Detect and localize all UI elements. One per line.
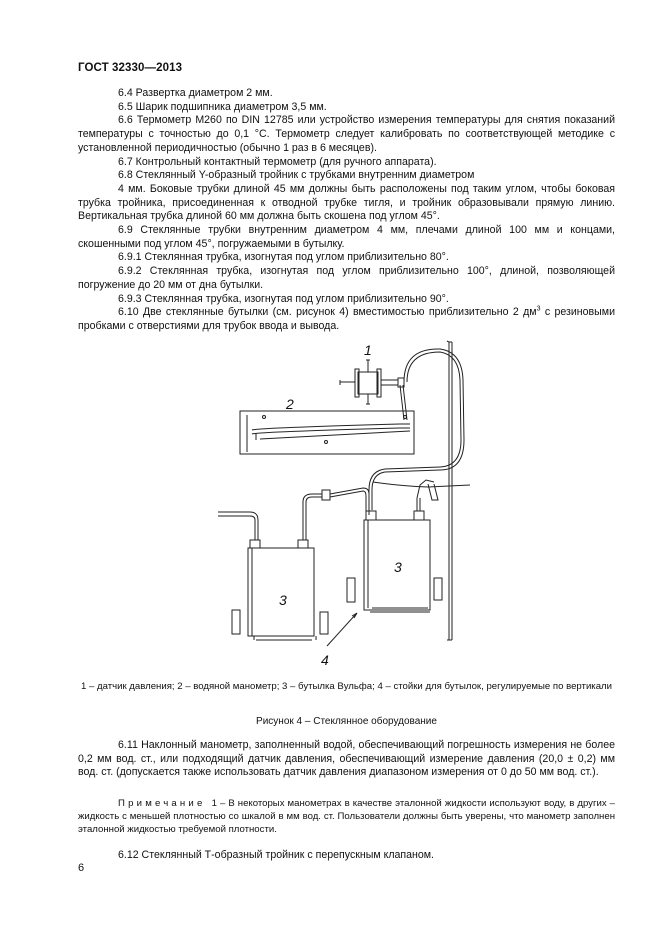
note-number: 1	[211, 798, 217, 809]
paragraph-6-5: 6.5 Шарик подшипника диаметром 3,5 мм.	[118, 100, 327, 113]
page-number: 6	[78, 862, 85, 874]
label-bottle-right: 3	[394, 559, 402, 575]
paragraph-6-11: 6.11 Наклонный манометр, заполненный водой, обеспечивающий погрешность измерения не более 0,2 мм вод. ст., или подходящий датчик давления, обеспечивающий измерение давления (20,0 ± 0,2) мм вод. ст. (допускается также использовать датчик давления диапазоном измерения от 0 до 50 мм вод. ст.).	[78, 739, 615, 779]
paragraph-6-9-1: 6.9.1 Стеклянная трубка, изогнутая под углом приблизительно 80°.	[118, 251, 449, 264]
label-stands: 4	[321, 652, 329, 668]
figure-legend: 1 – датчик давления; 2 – водяной манометр; 3 – бутылка Вульфа; 4 – стойки для бутылок, регулируемые по вертикали	[80, 681, 613, 692]
paragraph-6-4: 6.4 Развертка диаметром 2 мм.	[118, 87, 273, 99]
note-text: – В некоторых манометрах в качестве эталонной жидкости используют воду, в других – жидкость с меньшей плотностью со шкалой в мм вод. ст. Пользователи должны быть уверены, что манометр заполнен эталонной жидкостью требуемой плотности.	[78, 798, 616, 835]
paragraph-6-9: 6.9 Стеклянные трубки внутренним диаметром 4 мм, плечами длиной 100 мм и концами, скошенными под углом 45°, погружаемыми в бутылку.	[78, 224, 615, 250]
paragraph-6-11-block	[78, 739, 615, 780]
stand-leader	[327, 614, 356, 646]
paragraph-6-9-2: 6.9.2 Стеклянная трубка, изогнутая под углом приблизительно 100°, длиной, позволяющей погружение до 20 мм от дна бутылки.	[78, 265, 615, 291]
paragraph-6-8-cont: 4 мм. Боковые трубки длиной 45 мм должны быть расположены под таким углом, чтобы боковая трубка тройника, присоединенная к отводной трубке тигля, и тройник образовывали прямую линию. Вертикальная трубка длиной 60 мм должна быть скошена под углом 45°.	[78, 182, 615, 223]
label-bottle-left: 3	[279, 592, 287, 608]
wulff-bottle-left	[218, 488, 369, 640]
label-sensor: 1	[364, 342, 372, 358]
wulff-bottle-right	[347, 480, 442, 612]
tube-main	[372, 349, 464, 510]
pressure-sensor	[340, 360, 404, 404]
note-1	[78, 798, 615, 836]
label-manometer: 2	[286, 396, 294, 412]
note-label: Примечание	[118, 798, 206, 809]
paragraph-6-6: 6.6 Термометр M260 по DIN 12785 или устройство измерения температуры для снятия показаний температуры с точностью до 0,1 °С. Термометр следует калибровать по соответствующей методике с установленной периодичностью (обычно 1 раз в 6 месяцев).	[78, 114, 615, 154]
figure-caption: Рисунок 4 – Стеклянное оборудование	[256, 716, 437, 727]
paragraph-6-9-3: 6.9.3 Стеклянная трубка, изогнутая под углом приблизительно 90°.	[118, 292, 449, 305]
paragraph-6-12: 6.12 Стеклянный Т-образный тройник с перепускным клапаном.	[118, 849, 435, 861]
paragraph-6-10: 6.10 Две стеклянные бутылки (см. рисунок 4) вместимостью приблизительно 2 $дм^3$ с резиновыми пробками с отверстиями для трубок ввода и вывода.	[78, 305, 615, 332]
document-header: ГОСТ 32330—2013	[78, 62, 183, 74]
paragraph-6-8: 6.8 Стеклянный Y-образный тройник с трубками внутренним диаметром	[118, 169, 475, 182]
body-text	[78, 87, 615, 334]
water-manometer	[240, 411, 414, 454]
support-board	[447, 341, 449, 640]
paragraph-6-7: 6.7 Контрольный контактный термометр (для ручного аппарата).	[118, 155, 437, 168]
